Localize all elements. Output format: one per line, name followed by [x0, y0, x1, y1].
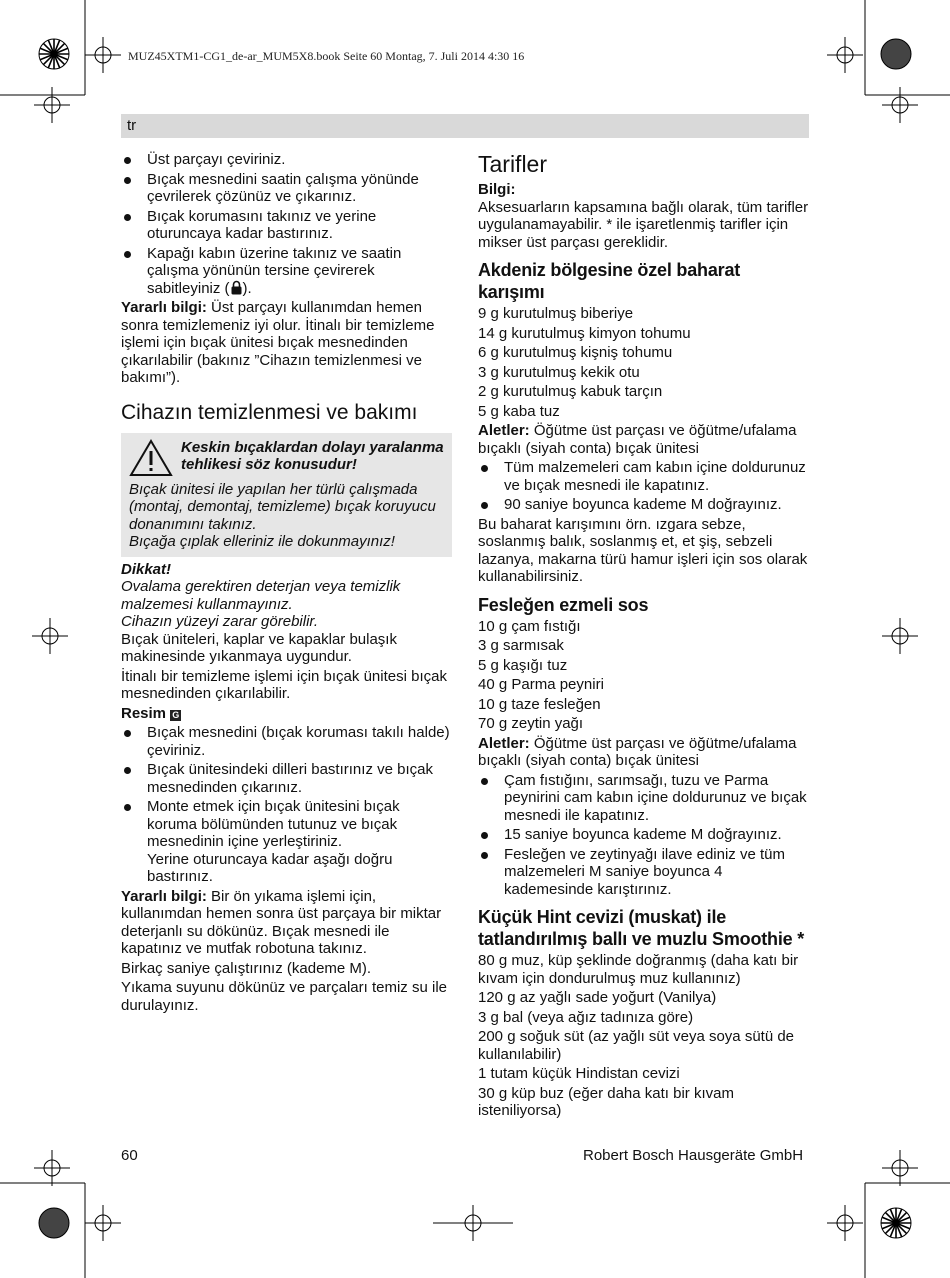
ingredient-item: 10 g çam fıstığı [478, 617, 581, 635]
ingredient-item: 5 g kaba tuz [478, 402, 560, 420]
list-item: Fesleğen ve zeytinyağı ilave ediniz ve tüm malzemeleri M saniye boyunca 4 kademesinde karıştırınız. [478, 846, 810, 899]
caution-text: Cihazın yüzeyi zarar görebilir. [121, 613, 319, 630]
list-item: Kapağı kabın üzerine takınız ve saatin çalışma yönünün tersine çevirerek sabitleyiniz ( ). [121, 245, 452, 298]
tip-paragraph: Yararlı bilgi: Üst parçayı kullanımdan hemen sonra temizlemeniz iyi olur. İtinalı bir temizleme işlemi için bıçak ünitesi bıçak mesnedinden çıkarılabilir (bakınız ”Cihazın temizlenmesi ve bakımı”). [121, 299, 435, 386]
section-title: Cihazın temizlenmesi ve bakımı [121, 400, 418, 424]
ingredient-item: 2 g kurutulmuş kabuk tarçın [478, 383, 663, 400]
lock-icon [230, 280, 243, 295]
caution-text: Ovalama gerektiren deterjan veya temizlik malzemesi kullanmayınız. [121, 578, 401, 613]
ingredient-item: 10 g taze fesleğen [478, 695, 601, 713]
list-item: Monte etmek için bıçak ünitesini bıçak koruma bölümünden tutunuz ve bıçak mesnedinin içine yerleştiriniz. Yerine oturuncaya kadar aşağı doğru bastırınız. [121, 798, 452, 886]
body-paragraph: Yıkama suyunu dökünüz ve parçaları temiz su ile durulayınız. [121, 979, 447, 1014]
tip-paragraph: Yararlı bilgi: Bir ön yıkama işlemi için, kullanımdan hemen sonra üst parçaya bir miktar deterjanlı su dökünüz. Bıçak mesnedi ile kapatınız ve mutfak robotuna takınız. [121, 887, 442, 957]
figure-reference: Resim G [121, 704, 180, 722]
ingredient-item: 3 g sarmısak [478, 637, 564, 654]
ingredient-item: 14 g kurutulmuş kimyon tohumu [478, 324, 691, 342]
body-paragraph: İtinalı bir temizleme işlemi için bıçak ünitesi bıçak mesnedinden çıkarılabilir. [121, 667, 447, 702]
ingredient-item: 70 g zeytin yağı [478, 715, 584, 732]
recipe-steps [478, 772, 810, 899]
list-item: 15 saniye boyunca kademe M doğrayınız. [478, 826, 810, 844]
ingredient-item: 80 g muz, küp şeklinde doğranmış (daha katı bir kıvam için dondurulmuş muz kullanınız) [478, 952, 799, 987]
list-item: Bıçak ünitesindeki dilleri bastırınız ve bıçak mesnedinden çıkarınız. [121, 761, 452, 796]
ingredient-item: 200 g soğuk süt (az yağlı süt veya soya sütü de kullanılabilir) [478, 1028, 795, 1063]
list-item: Çam fıstığını, sarımsağı, tuzu ve Parma peynirini cam kabın içine doldurunuz ve bıçak mesnedi ile kapatınız. [478, 772, 810, 825]
warning-text: Bıçak ünitesi ile yapılan her türlü çalışmada (montaj, demontaj, temizleme) bıçak koruyucu donanımını takınız. [129, 480, 436, 533]
tools-paragraph: Aletler: Öğütme üst parçası ve öğütme/ufalama bıçaklı (siyah conta) bıçak ünitesi [478, 734, 797, 769]
warning-box [121, 433, 452, 557]
list-item: 90 saniye boyunca kademe M doğrayınız. [478, 496, 810, 514]
list-item: Tüm malzemeleri cam kabın içine doldurunuz ve bıçak mesnedi ile kapatınız. [478, 459, 810, 494]
bullet-list-top [121, 151, 452, 297]
ingredient-item: 120 g az yağlı sade yoğurt (Vanilya) [478, 989, 717, 1006]
bullet-list-bottom [121, 724, 452, 886]
ingredient-item: 9 g kurutulmuş biberiye [478, 305, 634, 322]
list-item: Bıçak korumasını takınız ve yerine oturuncaya kadar bastırınız. [121, 208, 452, 243]
ingredient-list [478, 952, 810, 1120]
ingredient-item: 30 g küp buz (eğer daha katı bir kıvam isteniliyorsa) [478, 1084, 734, 1119]
caution-block [121, 561, 452, 631]
body-paragraph: Bıçak üniteleri, kaplar ve kapaklar bulaşık makinesinde yıkanmaya uygundur. [121, 630, 397, 665]
print-info-header: MUZ45XTM1-CG1_de-ar_MUM5X8.book Seite 60 Montag, 7. Juli 2014 4:30 16 [128, 49, 525, 63]
recipe-title: Fesleğen ezmeli sos [478, 594, 649, 615]
ingredient-item: 1 tutam küçük Hindistan cevizi [478, 1065, 680, 1082]
ingredient-item: 6 g kurutulmuş kişniş tohumu [478, 344, 673, 361]
tools-paragraph: Aletler: Öğütme üst parçası ve öğütme/ufalama bıçaklı (siyah conta) bıçak ünitesi [478, 422, 797, 457]
ingredient-item: 5 g kaşığı tuz [478, 656, 568, 674]
body-paragraph: Birkaç saniye çalıştırınız (kademe M). [121, 959, 372, 977]
warning-text: Bıçağa çıplak elleriniz ile dokunmayınız! [129, 533, 395, 550]
page-number: 60 [121, 1147, 138, 1164]
list-item: Bıçak mesnedini (bıçak koruması takılı halde) çeviriniz. [121, 724, 452, 759]
warning-icon [129, 439, 173, 477]
figure-key-badge: G [172, 709, 180, 720]
info-text: Aksesuarların kapsamına bağlı olarak, tüm tarifler uygulanamayabilir. * ile işaretlenmiş tarifler için mikser üst parçası gereklidir. [478, 198, 809, 251]
right-column [478, 151, 810, 1122]
language-code: tr [127, 117, 137, 134]
ingredient-list [478, 305, 810, 420]
info-label: Bilgi: [478, 181, 516, 198]
recipes-title: Tarifler [478, 151, 548, 177]
ingredient-list [478, 618, 810, 733]
caution-title: Dikkat! [121, 560, 172, 578]
ingredient-item: 3 g kurutulmuş kekik otu [478, 363, 640, 381]
recipe-title: Akdeniz bölgesine özel baharat karışımı [478, 260, 741, 302]
recipe-note: Bu baharat karışımını örn. ızgara sebze, soslanmış balık, soslanmış et, et şiş, sebzeli lazanya, makarna türü hamur işleri için sos olarak kullanabilirsiniz. [478, 515, 808, 585]
ingredient-item: 3 g bal (veya ağız tadınıza göre) [478, 1008, 694, 1026]
warning-title: Keskin bıçaklardan dolayı yaralanma tehlikesi söz konusudur! [181, 438, 444, 473]
left-column [121, 151, 452, 1016]
recipe-steps [478, 459, 810, 514]
ingredient-item: 40 g Parma peyniri [478, 676, 604, 693]
recipe-title: Küçük Hint cevizi (muskat) ile tatlandırılmış ballı ve muzlu Smoothie * [478, 907, 805, 949]
list-item: Üst parçayı çeviriniz. [121, 151, 452, 169]
list-item: Bıçak mesnedini saatin çalışma yönünde çevrilerek çözünüz ve çıkarınız. [121, 171, 452, 206]
language-bar [121, 114, 809, 138]
footer-company: Robert Bosch Hausgeräte GmbH [583, 1147, 804, 1164]
